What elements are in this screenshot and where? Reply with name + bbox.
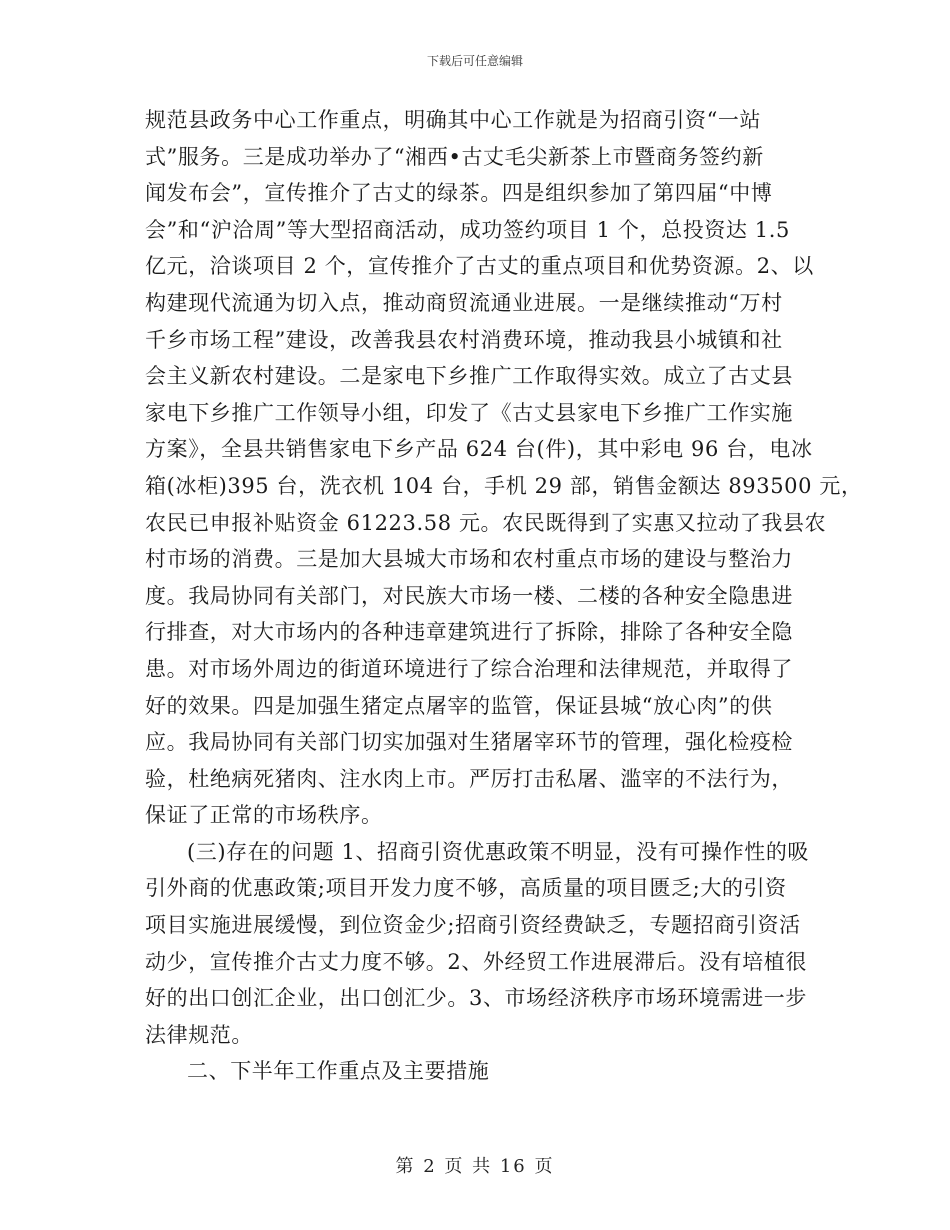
text-line: 患。对市场外周边的街道环境进行了综合治理和法律规范，并取得了 xyxy=(145,656,793,681)
text-line: 动少，宣传推介古丈力度不够。2、外经贸工作进展滞后。没有培植很 xyxy=(145,949,807,974)
text-line: 法律规范。 xyxy=(145,1022,253,1047)
document-body xyxy=(145,102,863,1090)
text-line: 二、下半年工作重点及主要措施 xyxy=(187,1059,490,1084)
page-header: 下载后可任意编辑 xyxy=(426,54,523,68)
text-line: 千乡市场工程”建设，改善我县农村消费环境，推动我县小城镇和社 xyxy=(145,327,783,352)
text-line: 度。我局协同有关部门，对民族大市场一楼、二楼的各种安全隐患进 xyxy=(145,583,793,608)
text-line: 好的效果。四是加强生猪定点屠宰的监管，保证县城“放心肉”的供 xyxy=(145,693,773,718)
paragraph xyxy=(145,102,863,834)
text-line: 应。我局协同有关部门切实加强对生猪屠宰环节的管理，强化检疫检 xyxy=(145,730,793,755)
text-line: 好的出口创汇企业，出口创汇少。3、市场经济秩序市场环境需进一步 xyxy=(145,986,807,1011)
page-number-footer: 第 2 页 共 16 页 xyxy=(395,1156,555,1177)
text-line: 式”服务。三是成功举办了“湘西•古丈毛尖新茶上市暨商务签约新 xyxy=(145,144,764,169)
text-line: 引外商的优惠政策;项目开发力度不够，高质量的项目匮乏;大的引资 xyxy=(145,876,787,901)
text-line: 验，杜绝病死猪肉、注水肉上市。严厉打击私屠、滥宰的不法行为， xyxy=(145,766,793,791)
text-line: 农民已申报补贴资金 61223.58 元。农民既得到了实惠又拉动了我县农 xyxy=(145,510,827,535)
text-line: 箱(冰柜)395 台，洗衣机 104 台，手机 29 部，销售金额达 893500 元， xyxy=(145,473,863,498)
text-line: 方案》，全县共销售家电下乡产品 624 台(件)，其中彩电 96 台，电冰 xyxy=(145,437,813,462)
text-line: 保证了正常的市场秩序。 xyxy=(145,803,383,828)
text-line: 会”和“沪洽周”等大型招商活动，成功签约项目 1 个，总投资达 1.5 xyxy=(145,217,790,242)
text-line: 家电下乡推广工作领导小组，印发了《古丈县家电下乡推广工作实施 xyxy=(145,400,793,425)
text-line: 规范县政务中心工作重点，明确其中心工作就是为招商引资“一站 xyxy=(145,108,762,132)
section-heading xyxy=(145,1053,825,1090)
text-line: 构建现代流通为切入点，推动商贸流通业进展。一是继续推动“万村 xyxy=(145,290,783,315)
text-line: (三)存在的问题 1、招商引资优惠政策不明显，没有可操作性的吸 xyxy=(187,839,810,864)
paragraph-problems xyxy=(145,834,825,1054)
text-line: 亿元，洽谈项目 2 个，宣传推介了古丈的重点项目和优势资源。2、以 xyxy=(145,254,814,279)
text-line: 闻发布会”，宣传推介了古丈的绿茶。四是组织参加了第四届“中博 xyxy=(145,181,773,206)
text-line: 村市场的消费。三是加大县城大市场和农村重点市场的建设与整治力 xyxy=(145,547,793,572)
text-line: 项目实施进展缓慢，到位资金少;招商引资经费缺乏，专题招商引资活 xyxy=(145,913,801,938)
text-line: 会主义新农村建设。二是家电下乡推广工作取得实效。成立了古丈县 xyxy=(145,364,793,389)
text-line: 行排查，对大市场内的各种违章建筑进行了拆除，排除了各种安全隐 xyxy=(145,620,793,645)
